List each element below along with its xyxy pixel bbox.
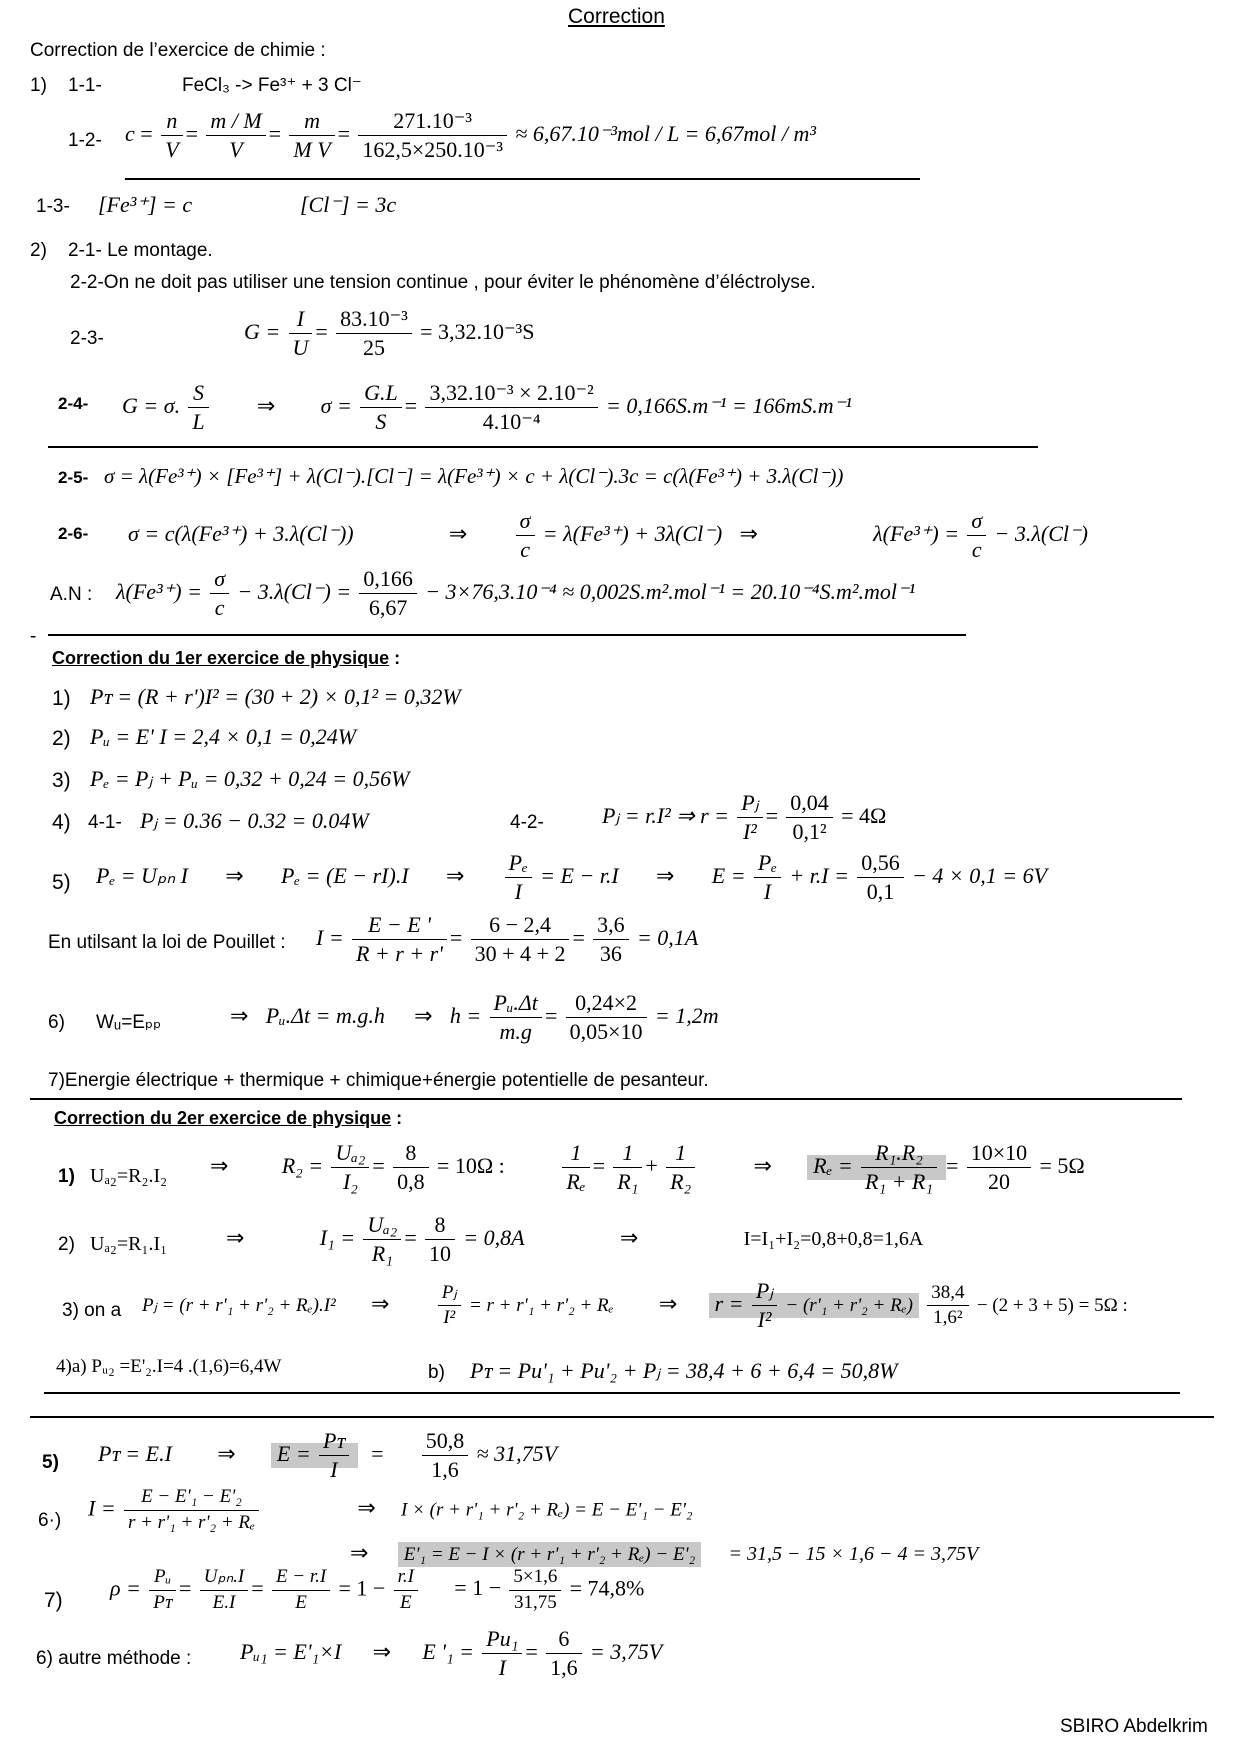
chem-heading: Correction de l’exercice de chimie :	[30, 40, 326, 61]
p2-l2-equation: ⇒ I₁ = $\frac{\text{Uₐ₂}}{\text{R₁}}$ = $\frac{8}{10}$ = 0,8A ⇒ I=I₁+I₂=0,8+0,8=1,6A	[226, 1212, 924, 1267]
p1-l2-equation: Pᵤ = E' I = 2,4 × 0,1 = 0,24W	[90, 724, 357, 749]
p1-l6-work: Wᵤ=Eₚₚ	[96, 1012, 162, 1033]
p1-l6-equation: ⇒ Pᵤ.Δt = m.g.h ⇒ h = $\frac{\text{Pᵤ.Δt}}{m.g}$ = $\frac{0,24\times 2}{0,05\times 10}$ = 1,2m	[230, 990, 719, 1045]
q2-number: 2)	[30, 240, 47, 261]
p2-l6c-equation: ⇒ E'₁ = E − I × (r + r'₁ + r'₂ + Rₑ) − E'₂ = 31,5 − 15 × 1,6 − 4 = 3,75V	[350, 1540, 979, 1565]
alt-method-label: 6) autre méthode :	[36, 1648, 192, 1669]
p2-l4b-equation: Pᴛ = Pu'₁ + Pu'₂ + Pⱼ = 38,4 + 6 + 6,4 = 50,8W	[470, 1358, 898, 1383]
q24-equation: G = σ. $\frac{S}{L}$ ⇒ σ = $\frac{G.L}{S}$ = $\frac{\text{3,32.10⁻³ × 2.10⁻²}}{\text{4.10⁻⁴}}$ = 0,166S.m⁻¹ = 166mS.m⁻¹	[122, 380, 852, 435]
p1-l4b-equation: Pⱼ = r.I² ⇒ r = $\frac{\text{Pⱼ}}{\text{I²}}$ = $\frac{0,04}{\text{0,1²}}$ = 4Ω	[602, 790, 887, 845]
p2-l5-number: 5)	[42, 1452, 59, 1473]
q13-label: 1-3-	[36, 196, 70, 217]
p1-l1-number: 1)	[52, 687, 71, 710]
p2-l4b-label: b)	[428, 1362, 445, 1383]
q23-label: 2-3-	[70, 328, 104, 349]
p1-l7-text: 7)Energie électrique + thermique + chimique+énergie potentielle de pesanteur.	[48, 1070, 709, 1091]
q24-label: 2-4-	[58, 394, 89, 413]
q23-equation: G = $\frac{I}{U}$ = $\frac{\text{83.10⁻³}}{25}$ = 3,32.10⁻³S	[244, 306, 535, 361]
p2-l1-number: 1)	[58, 1166, 75, 1187]
p1-l4a-label: 4-1-	[88, 812, 122, 833]
p2-l4a-text: 4)a) Pᵤ₂ =E'₂.I=4 .(1,6)=6,4W	[56, 1356, 282, 1377]
p2-l2-number: 2)	[58, 1234, 75, 1255]
p1-l3-number: 3)	[52, 769, 71, 792]
q1-number: 1)	[30, 75, 47, 96]
divider	[125, 178, 920, 180]
pouillet-label: En utilsant la loi de Pouillet :	[48, 932, 286, 953]
divider	[48, 634, 966, 636]
p2-l3-label: 3) on a	[62, 1300, 122, 1321]
phys1-heading: Correction du 1er exercice de physique :	[52, 648, 401, 668]
an-equation: λ(Fe³⁺) = $\frac{\sigma}{c}$ − 3.λ(Cl⁻) = $\frac{0,166}{6,67}$ − 3×76,3.10⁻⁴ ≈ 0,002S.m².mol⁻¹ = 20.10⁻⁴S.m².mol⁻¹	[116, 566, 916, 621]
q25-equation: σ = λ(Fe³⁺) × [Fe³⁺] + λ(Cl⁻).[Cl⁻] = λ(Fe³⁺) × c + λ(Cl⁻).3c = c(λ(Fe³⁺) + 3.λ(Cl⁻))	[104, 464, 844, 488]
p1-l1-equation: Pᴛ = (R + r')I² = (30 + 2) × 0,1² = 0,32W	[90, 684, 461, 709]
q25-label: 2-5-	[58, 468, 89, 487]
phys2-heading: Correction du 2er exercice de physique :	[54, 1108, 403, 1128]
p2-l5-equation: Pᴛ = E.I ⇒ E = $\frac{\text{Pᴛ}}{I}$ = $\frac{50,8}{1,6}$ ≈ 31,75V	[98, 1428, 558, 1483]
p2-l2-ohm: Uₐ₂=R₁.I₁	[90, 1233, 168, 1255]
p2-l1-ohm: Uₐ₂=R₂.I₂	[90, 1165, 168, 1187]
q22-text: 2-2-On ne doit pas utiliser une tension continue , pour éviter le phénomène d’éléctrolyse.	[70, 272, 816, 293]
alt-method-equation: Pᵤ₁ = E'₁×I ⇒ E '₁ = $\frac{\text{Pu₁}}{I}$ = $\frac{6}{1,6}$ = 3,75V	[240, 1626, 663, 1681]
divider	[30, 1416, 1214, 1418]
p1-l5-equation: Pₑ = Uₚₙ I ⇒ Pₑ = (E − rI).I ⇒ $\frac{\text{Pₑ}}{I}$ = E − r.I ⇒ E = $\frac{\text{Pₑ}}{I}$ + r.I = $\frac{0,56}{0,1}$ − 4 × 0,1 = 6V	[96, 850, 1048, 905]
dash-mark: -	[30, 626, 37, 647]
p2-l7-number: 7)	[44, 1589, 63, 1612]
page-title: Correction	[568, 5, 665, 28]
an-label: A.N :	[50, 584, 93, 605]
p2-l3-equation: Pⱼ = (r + r'₁ + r'₂ + Rₑ).I² ⇒ $\frac{\text{Pⱼ}}{\text{I²}}$ = r + r'₁ + r'₂ + Rₑ ⇒ r = $\frac{\text{Pⱼ}}{\text{I²}}$ − (r'₁ + r'₂ + Rₑ) $\frac{38,4}{\text{1,6²}}$ − (2 + 3 + 5) = 5Ω :	[142, 1278, 1128, 1333]
divider	[30, 1098, 1182, 1100]
p1-l3-equation: Pₑ = Pⱼ + Pᵤ = 0,32 + 0,24 = 0,56W	[90, 766, 410, 791]
q12-label: 1-2-	[68, 130, 102, 151]
p1-l4b-label: 4-2-	[510, 812, 544, 833]
divider	[44, 1392, 1180, 1394]
p1-l4a-equation: Pⱼ = 0.36 − 0.32 = 0.04W	[140, 808, 369, 833]
p2-l6-equation: I = $\frac{\text{E − E'₁ − E'₂}}{\text{r + r'₁ + r'₂ + Rₑ}}$ ⇒ I × (r + r'₁ + r'₂ + Rₑ) = E − E'₁ − E'₂	[88, 1486, 693, 1533]
author-signature: SBIRO Abdelkrim	[1060, 1716, 1208, 1737]
q11-label: 1-1-	[68, 75, 102, 96]
divider	[48, 446, 1038, 448]
q11-equation: FeCl₃ -> Fe³⁺ + 3 Cl⁻	[182, 75, 362, 96]
p1-l6-number: 6)	[48, 1012, 65, 1033]
q13-cl-concentration: [Cl⁻] = 3c	[300, 192, 397, 217]
p1-l5-number: 5)	[52, 871, 71, 894]
q26-equation: σ = c(λ(Fe³⁺) + 3.λ(Cl⁻)) ⇒ $\frac{\sigma}{c}$ = λ(Fe³⁺) + 3λ(Cl⁻) ⇒ λ(Fe³⁺) = $\frac{\sigma}{c}$ − 3.λ(Cl⁻)	[128, 508, 1088, 563]
p2-l6-number: 6·)	[38, 1510, 62, 1531]
p1-l2-number: 2)	[52, 727, 71, 750]
q21-text: 2-1- Le montage.	[68, 240, 213, 261]
q26-label: 2-6-	[58, 524, 89, 543]
q13-fe-concentration: [Fe³⁺] = c	[98, 192, 193, 217]
p2-l1-equation: ⇒ R₂ = $\frac{\text{Uₐ₂}}{\text{I₂}}$ = $\frac{8}{0,8}$ = 10Ω : $\frac{1}{\text{Rₑ}}$ = $\frac{1}{\text{R₁}}$ + $\frac{1}{\text{R₂}}$ ⇒ Rₑ = $\frac{\text{R₁.R₂}}{\text{R₁ + R₁}}$ = $\frac{10\times 10}{20}$ = 5Ω	[210, 1140, 1085, 1195]
p1-l4-number: 4)	[52, 811, 71, 834]
pouillet-equation: I = $\frac{E - E '}{R + r + r'}$ = $\frac{6 - 2,4}{30 + 4 + 2}$ = $\frac{3,6}{36}$ = 0,1A	[316, 912, 699, 967]
p2-l7-equation: ρ = $\frac{\text{Pᵤ}}{\text{Pᴛ}}$ = $\frac{\text{Uₚₙ.I}}{E.I}$ = $\frac{E - r.I}{E}$ = 1 − $\frac{r.I}{E}$ = 1 − $\frac{5\times 1,6}{31,75}$ = 74,8%	[110, 1566, 645, 1613]
q12-equation: c = $\frac{n}{V}$ = $\frac{m / M}{V}$ = $\frac{m}{\text{M V}}$ = $\frac{\text{271.10⁻³}}{\text{162,5×250.10⁻³}}$ ≈ 6,67.10⁻³mol / L = 6,67mol / m³	[125, 108, 816, 163]
